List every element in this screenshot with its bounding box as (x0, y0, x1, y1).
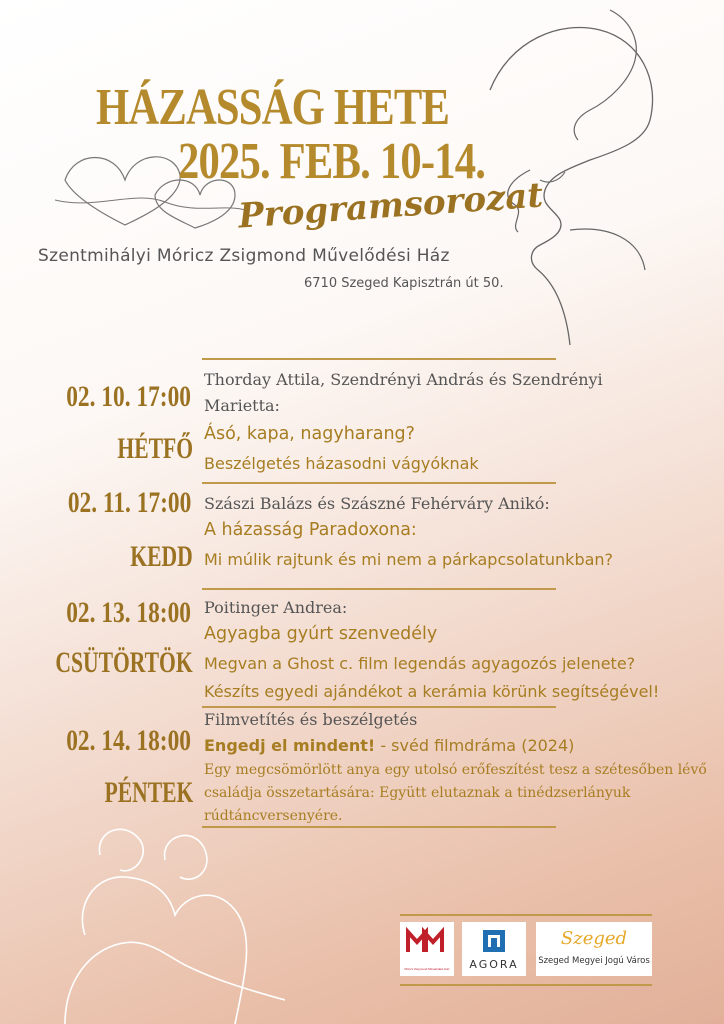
agora-logo-text: AGORA (469, 958, 519, 971)
event-presenter: Filmvetítés és beszélgetés (204, 710, 418, 729)
couple-kiss-line-art (470, 0, 710, 350)
divider (400, 914, 652, 916)
event-day: KEDD (130, 540, 193, 573)
mm-logo-icon (400, 922, 454, 962)
event-day: HÉTFŐ (117, 432, 193, 465)
divider (202, 706, 556, 708)
divider (202, 482, 556, 484)
divider (400, 984, 652, 986)
subtitle: Programsorozat (236, 175, 545, 237)
venue-name: Szentmihályi Móricz Zsigmond Művelődési Ház (38, 246, 450, 266)
event-datetime: 02. 11. 17:00 (67, 486, 191, 519)
event-presenter: Poitinger Andrea: (204, 598, 348, 617)
agora-logo (462, 922, 526, 976)
event-presenter: Thorday Attila, Szendrényi András és Szendrényi (204, 370, 603, 389)
event-datetime: 02. 14. 18:00 (66, 724, 191, 757)
event-title-suffix: - svéd filmdráma (2024) (375, 736, 575, 755)
event-description: Megvan a Ghost c. film legendás agyagozós jelenete? (204, 654, 636, 673)
event-datetime: 02. 13. 18:00 (66, 596, 191, 629)
event-description: Készíts egyedi ajándékot a kerámia körünk segítségével! (204, 682, 660, 701)
event-title-line (204, 736, 574, 755)
venue-address: 6710 Szeged Kapisztrán út 50. (304, 276, 504, 291)
event-title: A házasság Paradoxona: (204, 520, 417, 540)
divider (202, 826, 556, 828)
event-title: Ásó, kapa, nagyharang? (204, 424, 415, 444)
event-description: rúdtáncversenyére. (204, 808, 343, 824)
event-day: PÉNTEK (104, 776, 193, 809)
event-description: családja összetartására: Együtt elutaznak a tinédzserlányuk (204, 785, 631, 801)
mm-logo (400, 922, 454, 976)
agora-logo-icon (483, 930, 505, 952)
event-title: Engedj el mindent! (204, 736, 376, 755)
event-datetime: 02. 10. 17:00 (66, 380, 191, 413)
page-title: HÁZASSÁG HETE (96, 79, 450, 136)
event-description: Egy megcsömörlött anya egy utolsó erőfeszítést tesz a szétesőben lévő (204, 762, 707, 778)
event-dates: 2025. FEB. 10-14. (178, 133, 486, 190)
event-presenter: Marietta: (204, 396, 280, 415)
event-presenter: Szászi Balázs és Szászné Fehérváry Anikó: (204, 494, 550, 513)
mm-logo-caption: Móricz Zsigmond Művelődési Ház (404, 967, 450, 971)
szeged-logo-caption: Szeged Megyei Jogú Város (538, 956, 650, 966)
event-description: Mi múlik rajtunk és mi nem a párkapcsolatunkban? (204, 550, 614, 569)
divider (202, 358, 556, 360)
event-description: Beszélgetés házasodni vágyóknak (204, 454, 479, 473)
couple-hug-line-art (55, 815, 285, 1024)
divider (202, 588, 556, 590)
event-title: Agyagba gyúrt szenvedély (204, 624, 438, 644)
szeged-logo-word: Szeged (560, 928, 628, 949)
sponsor-logos (400, 922, 652, 978)
szeged-logo (536, 922, 652, 976)
event-day: CSÜTÖRTÖK (55, 646, 193, 679)
